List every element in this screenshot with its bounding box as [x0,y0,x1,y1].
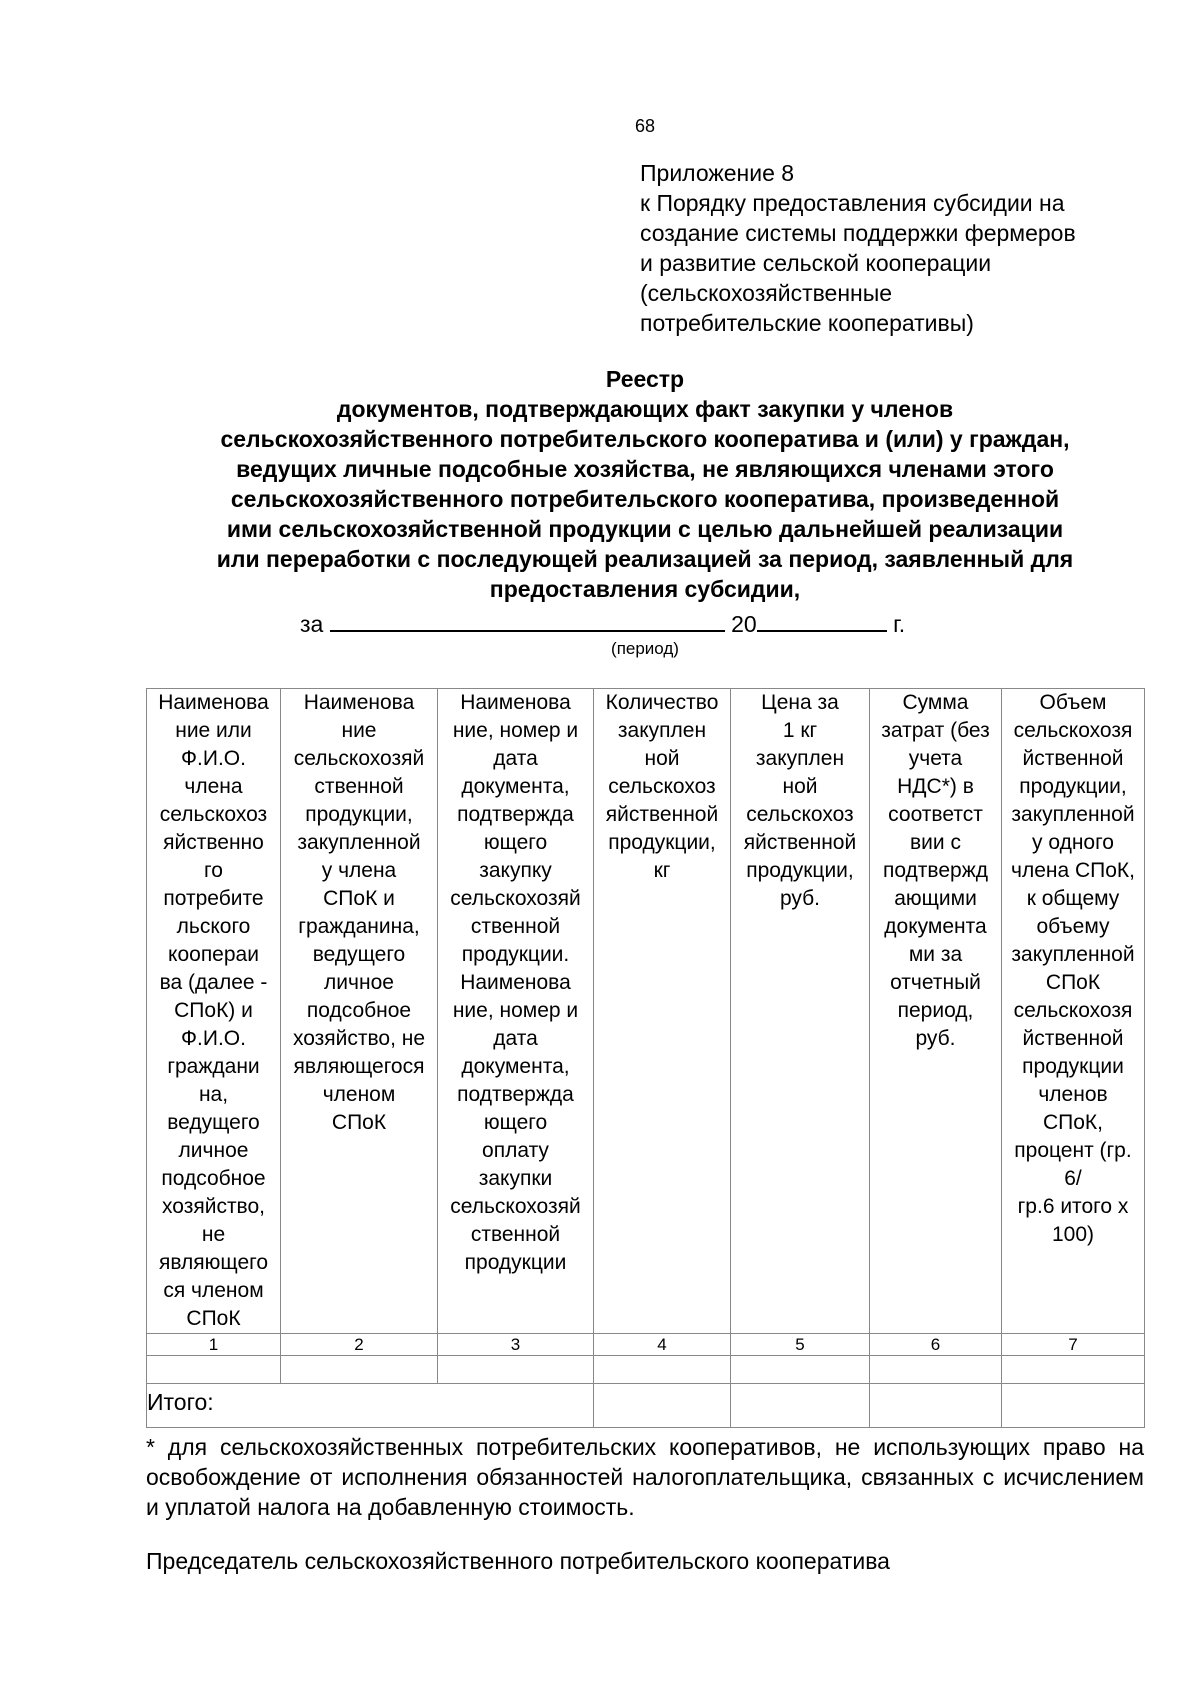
header-line: членов [1038,1083,1108,1106]
registry-table [146,688,1145,1428]
header-line: 1 кг [782,719,818,742]
header-line: руб. [779,887,821,910]
header-line: йственной [1022,747,1124,770]
header-line: СПоК [331,1111,387,1134]
header-line: сельскохозя [1013,719,1133,742]
header-line: ся членом [163,1279,264,1302]
header-line: документа, [461,1055,570,1078]
header-line: яйственно [163,831,264,854]
header-line: объему [1036,915,1110,938]
period-line [300,608,905,638]
header-line: члена СПоК, [1011,859,1135,882]
total-cell [731,1384,870,1428]
header-line: период, [897,999,974,1022]
header-line: Объем [1039,691,1107,714]
header-line: на, [198,1083,229,1106]
header-line: у одного [1032,831,1114,854]
header-line: членом [322,1083,396,1106]
header-line: ние или [175,719,252,742]
total-cell [870,1384,1002,1428]
appendix-line: Приложение 8 [640,160,795,186]
column-number-row [147,1334,1145,1356]
header-line: ной [644,747,680,770]
header-line: к общему [1026,887,1120,910]
column-number: 2 [281,1334,438,1356]
header-line: вии с [910,831,961,854]
header-line: продукции. [461,943,570,966]
header-line: потребите [163,887,264,910]
header-line: ственной [314,775,404,798]
title-line: сельскохозяйственного потребительского кооператива, произведенной [230,486,1060,512]
header-line: дата [493,747,538,770]
year-blank [757,608,887,632]
header-line: учета [908,747,963,770]
header-line: продукции, [305,803,413,826]
title-line: Реестр [605,366,685,392]
header-line: продукции [1022,1055,1124,1078]
appendix-line: (сельскохозяйственные [640,280,893,306]
table-cell [1002,1356,1145,1384]
header-line: являющегося [293,1055,425,1078]
header-line: хозяйство, [162,1195,265,1218]
table-cell [281,1356,438,1384]
document-title [140,364,1150,604]
header-line: подтвержда [457,1083,574,1106]
header-line: ние, номер и [452,719,579,742]
header-line: ающими [894,887,977,910]
column-number: 1 [147,1334,281,1356]
table-cell [594,1356,731,1384]
total-cell [1002,1384,1145,1428]
table-cell [438,1356,594,1384]
header-line: сельскохозяй [293,747,425,770]
header-line: хозяйство, не [292,1027,426,1050]
header-line: продукции, [746,859,854,882]
header-line: дата [493,1027,538,1050]
header-line: не [201,1223,226,1246]
col-header [870,689,1002,1334]
total-row [147,1384,1145,1428]
header-line: ва (далее - [159,971,268,994]
col-header [594,689,731,1334]
appendix-line: создание системы поддержки фермеров [640,220,1076,246]
header-line: соответст [888,803,983,826]
header-line: коопераи [168,943,259,966]
table-row [147,1356,1145,1384]
column-number: 4 [594,1334,731,1356]
header-line: НДС*) в [897,775,974,798]
column-number: 5 [731,1334,870,1356]
header-row [147,689,1145,1334]
header-line: закупленной [297,831,421,854]
header-line: ведущего [312,943,406,966]
header-line: сельскохоз [608,775,716,798]
header-line: СПоК [186,1307,241,1330]
header-line: СПоК) и [174,999,253,1022]
header-line: гр.6 итого х [1017,1195,1129,1218]
table-cell [147,1356,281,1384]
col-header [731,689,870,1334]
appendix-note [640,158,1160,338]
header-line: СПоК, [1042,1111,1103,1134]
header-line: подтвержда [457,803,574,826]
period-caption: (период) [611,639,679,658]
col-header [147,689,281,1334]
header-line: отчетный [890,971,981,994]
header-line: оплату [482,1139,549,1162]
appendix-line: потребительские кооперативы) [640,310,974,336]
header-line: ние [341,719,377,742]
header-line: сельскохоз [159,803,268,826]
header-line: закуплен [755,747,845,770]
year-prefix: 20 [731,611,757,637]
header-line: кг [653,859,671,882]
column-number: 6 [870,1334,1002,1356]
header-line: Ф.И.О. [181,1027,246,1050]
header-line: ной [782,775,818,798]
total-label: Итого: [147,1384,594,1428]
title-line: сельскохозяйственного потребительского кооператива и (или) у граждан, [220,426,1070,452]
column-number: 3 [438,1334,594,1356]
header-line: ние, номер и [452,999,579,1022]
header-line: Сумма [902,691,969,714]
header-line: сельскохоз [746,803,854,826]
header-line: закупки [478,1167,553,1190]
table-cell [731,1356,870,1384]
header-line: ющего [483,831,548,854]
header-line: члена [184,775,243,798]
header-line: продукции [464,1251,567,1274]
column-number: 7 [1002,1334,1145,1356]
year-suffix: г. [893,611,906,637]
header-line: продукции, [608,831,716,854]
header-line: СПоК и [323,887,395,910]
header-line: ведущего [167,1111,260,1134]
header-line: закупленной [1011,803,1135,826]
header-line: Наименова [158,691,269,714]
header-line: ственной [470,915,561,938]
header-line: подсобное [306,999,412,1022]
signature-line: Председатель сельскохозяйственного потребительского кооператива [146,1548,890,1574]
header-line: яйственной [743,831,857,854]
total-cell [594,1384,731,1428]
title-line: предоставления субсидии, [489,576,801,602]
header-line: у члена [321,859,397,882]
header-line: ственной [470,1223,561,1246]
header-line: сельскохозяй [450,1195,581,1218]
title-line: ведущих личные подсобные хозяйства, не являющихся членами этого [236,456,1054,482]
header-line: сельскохозя [1013,999,1133,1022]
header-line: 100) [1051,1223,1095,1246]
header-line: документа, [461,775,570,798]
header-line: яйственной [605,803,719,826]
header-line: го [204,859,223,882]
header-line: процент (гр. [1014,1139,1132,1162]
header-line: являющего [158,1251,269,1274]
header-line: сельскохозяй [450,887,581,910]
header-line: граждани [167,1055,260,1078]
period-blank [330,608,725,632]
header-line: закупку [479,859,552,882]
header-line: Наименова [460,971,571,994]
header-line: закуплен [617,719,707,742]
header-line: руб. [915,1027,956,1050]
header-line: Наименова [303,691,415,714]
header-line: закупленной [1011,943,1135,966]
header-line: гражданина, [298,915,420,938]
header-line: затрат (без [881,719,990,742]
title-line: ими сельскохозяйственной продукции с целью дальнейшей реализации [226,516,1064,542]
col-header [438,689,594,1334]
header-line: документа [884,915,987,938]
col-header [1002,689,1145,1334]
header-line: ющего [483,1111,548,1134]
header-line: Цена за [761,691,839,714]
header-line: ми за [908,943,963,966]
footnote: * для сельскохозяйственных потребительских кооперативов, не использующих право на освобождение от исполнения обязанностей налогоплательщика, связанных с исчислением и уплатой налога на добавленную стоимость. [146,1434,1144,1520]
header-line: 6/ [1064,1167,1082,1190]
appendix-line: и развитие сельской кооперации [640,250,992,276]
header-line: Количество [605,691,719,714]
header-line: Ф.И.О. [181,747,246,770]
period-prefix: за [300,611,324,637]
title-line: документов, подтверждающих факт закупки у членов [336,396,954,422]
header-line: личное [324,971,394,994]
header-line: льского [176,915,251,938]
header-line: продукции, [1019,775,1127,798]
header-line: Наименова [460,691,571,714]
header-line: подтвержд [882,859,989,882]
header-line: личное [178,1139,249,1162]
page-number: 68 [634,116,656,136]
header-line: СПоК [1045,971,1101,994]
col-header [281,689,438,1334]
header-line: йственной [1022,1027,1124,1050]
header-line: подсобное [161,1167,266,1190]
table-cell [870,1356,1002,1384]
appendix-line: к Порядку предоставления субсидии на [640,190,1065,216]
title-line: или переработки с последующей реализацией за период, заявленный для [216,546,1074,572]
